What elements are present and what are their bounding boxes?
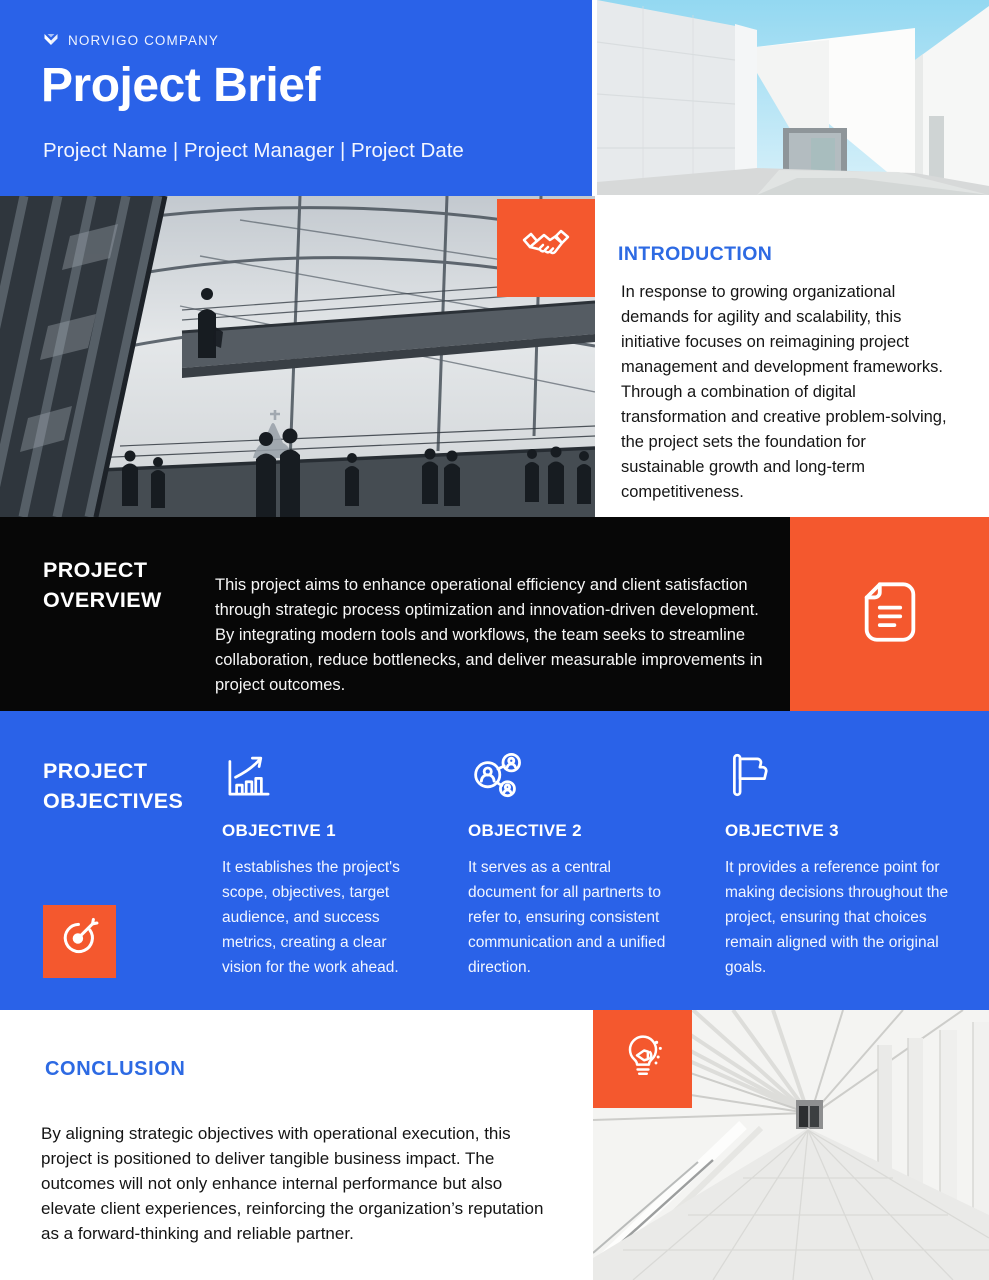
target-tile [43, 905, 116, 978]
growth-chart-icon [222, 748, 430, 815]
objectives-section [0, 711, 989, 1010]
document-icon [855, 577, 925, 652]
objective-1-column [222, 748, 430, 980]
target-dart-icon [57, 916, 103, 967]
conclusion-body: By aligning strategic objectives with operational execution, this project is positioned to deliver tangible business impact. The outcomes will not only enhance internal performance but also elevate client experiences, reinforcing the organization’s reputation as a forward-thinking and reliable partner. [41, 1124, 544, 1243]
page-title: Project Brief [41, 59, 320, 112]
flag-icon [725, 748, 967, 815]
company-name: NORVIGO COMPANY [68, 32, 220, 48]
objective-3-body: It provides a reference point for making decisions throughout the project, ensuring that choices remain aligned with the original goals. [725, 859, 949, 976]
objective-2-body: It serves as a central document for all partnerts to refer to, ensuring consistent communication and a unified direction. [468, 859, 666, 976]
objectives-heading: PROJECT OBJECTIVES [43, 759, 184, 813]
idea-bulb-icon [617, 1031, 669, 1088]
document-tile [790, 517, 989, 711]
handshake-icon [522, 222, 570, 275]
objective-3-column [725, 748, 967, 980]
objective-1-body: It establishes the project's scope, objectives, target audience, and success metrics, creating a clear vision for the work ahead. [222, 859, 400, 976]
introduction-body: In response to growing organizational demands for agility and scalability, this initiative focuses on reimagining project management and development frameworks. Through a combination of digital transformation and creative problem-solving, the project sets the foundation for sustainable growth and long-term competitiveness. [621, 282, 947, 501]
overview-heading: PROJECT OVERVIEW [43, 558, 162, 612]
conclusion-heading: CONCLUSION [45, 1058, 186, 1080]
handshake-tile [497, 199, 595, 297]
objective-1-label: OBJECTIVE 1 [222, 821, 336, 840]
norvigo-logo-icon [43, 32, 59, 48]
objective-2-column [468, 748, 682, 980]
introduction-heading: INTRODUCTION [618, 243, 773, 266]
page-subtitle: Project Name | Project Manager | Project Date [43, 139, 464, 162]
brand [43, 32, 219, 48]
objective-3-label: OBJECTIVE 3 [725, 821, 839, 840]
team-network-icon [468, 748, 682, 815]
overview-body: This project aims to enhance operational efficiency and client satisfaction through strategic process optimization and innovation-driven development. By integrating modern tools and workflows, the team seeks to streamline collaboration, reduce bottlenecks, and deliver measurable improvements in project outcomes. [215, 575, 763, 694]
objective-2-label: OBJECTIVE 2 [468, 821, 582, 840]
overview-section [0, 517, 790, 711]
courtyard-photo [597, 0, 989, 195]
header-banner [0, 0, 592, 196]
idea-tile [593, 1010, 692, 1108]
